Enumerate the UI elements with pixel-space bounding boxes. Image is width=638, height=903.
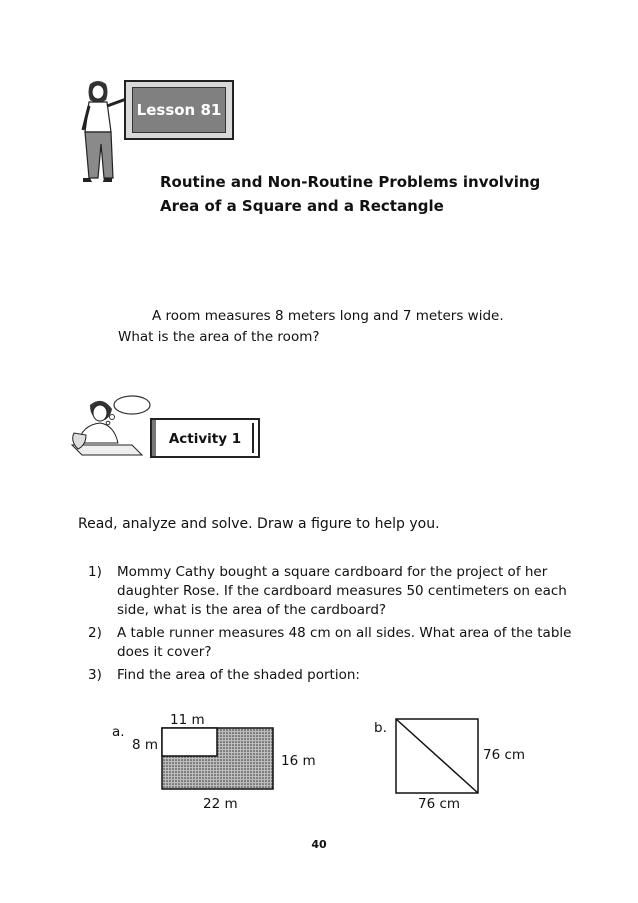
activity-instructions: Read, analyze and solve. Draw a figure to help you. <box>78 516 440 532</box>
lesson-board <box>124 80 234 140</box>
intro-problem-line-1: A room measures 8 meters long and 7 meters wide. <box>152 308 504 324</box>
problem-number: 3) <box>88 667 102 683</box>
activity-label-box <box>150 418 260 458</box>
lesson-title <box>160 170 580 218</box>
shaded-area-figures <box>100 705 540 815</box>
figure-a-left-label: 8 m <box>132 737 159 753</box>
figure-a-bottom-label: 22 m <box>203 796 238 812</box>
lesson-title-line-1: Routine and Non-Routine Problems involving <box>160 173 541 191</box>
page-number: 40 <box>311 838 327 851</box>
board-surface <box>132 87 226 133</box>
list-item <box>88 666 578 685</box>
figure-b-right-label: 76 cm <box>483 747 526 763</box>
figure-a-unshaded-rectangle <box>162 728 217 756</box>
activity-title: Activity 1 <box>168 431 242 447</box>
figure-b-letter: b. <box>374 720 387 736</box>
problem-list <box>88 563 578 689</box>
list-item <box>88 624 578 662</box>
figure-a-top-label: 11 m <box>170 712 205 728</box>
problem-text: Mommy Cathy bought a square cardboard for the project of her daughter Rose. If the cardboard measures 50 centimeters on each side, what is the area of the cardboard? <box>117 564 567 618</box>
thinking-child-illustration <box>70 393 160 463</box>
figure-a-letter: a. <box>112 724 125 740</box>
intro-problem <box>118 306 578 348</box>
problem-text: A table runner measures 48 cm on all sides. What area of the table does it cover? <box>117 625 572 660</box>
lesson-title-line-2: Area of a Square and a Rectangle <box>160 197 444 215</box>
problem-number: 1) <box>88 564 102 580</box>
lesson-number: Lesson 81 <box>136 101 222 119</box>
list-item <box>88 563 578 620</box>
intro-problem-line-2: What is the area of the room? <box>118 329 320 345</box>
figure-a-right-label: 16 m <box>281 753 316 769</box>
figure-b-bottom-label: 76 cm <box>418 796 461 812</box>
problem-number: 2) <box>88 625 102 641</box>
problem-text: Find the area of the shaded portion: <box>117 667 360 683</box>
